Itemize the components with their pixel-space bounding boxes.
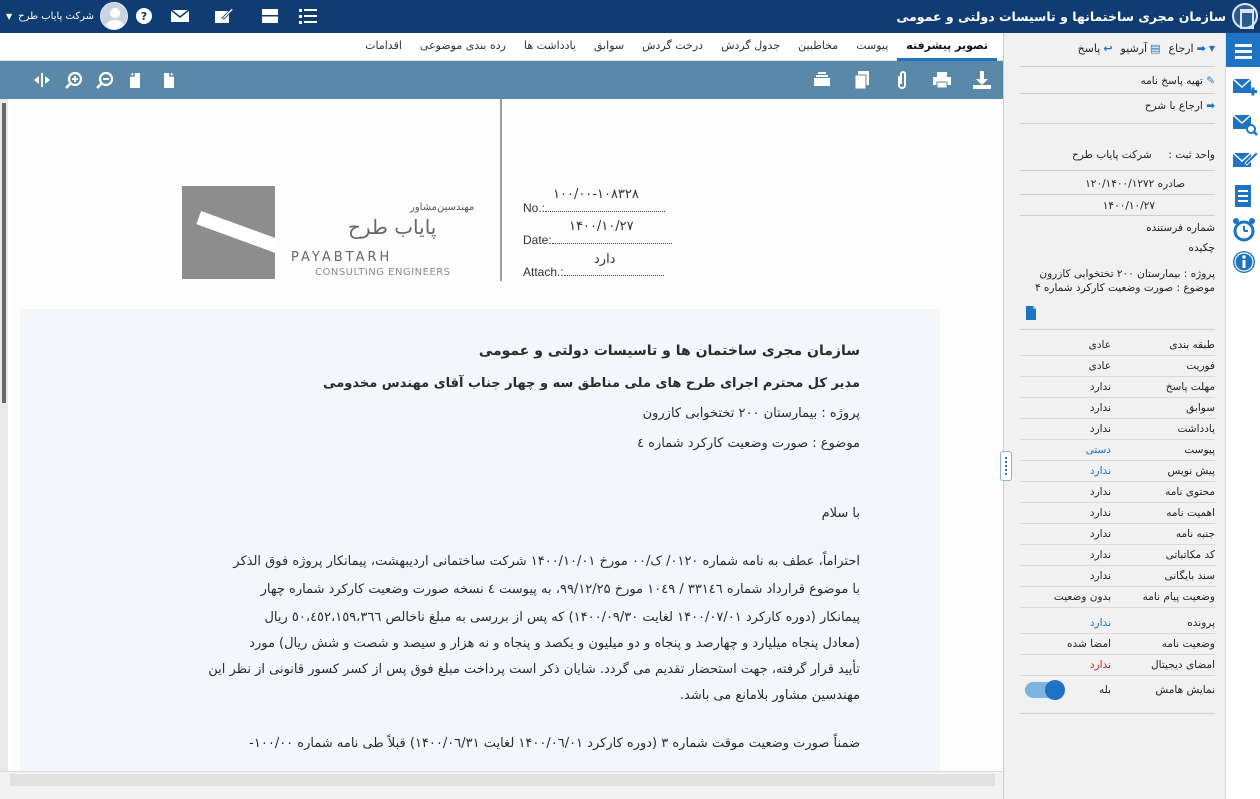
panel-field-value: ندارد: [1089, 570, 1111, 582]
panel-field-value: ندارد: [1089, 381, 1111, 393]
letter-date-label: Date:: [523, 233, 552, 247]
panel-field-label: مهلت پاسخ: [1165, 381, 1215, 393]
refer-button[interactable]: ▼ ➡ ارجاع: [1168, 42, 1215, 55]
organization-logo-icon: [1232, 3, 1258, 29]
field-digital-signature: امضای دیجیتال ندارد: [1020, 655, 1215, 676]
panel-field-value: عادی: [1088, 339, 1111, 351]
panel-field-value: ندارد: [1089, 423, 1111, 435]
panel-field-row: [1020, 335, 1215, 356]
letter-attach-value: دارد: [594, 252, 616, 267]
abstract-line-2: موضوع : صورت وضعیت کارکرد شماره ۴: [1034, 282, 1215, 294]
user-name[interactable]: شرکت پایاب طرح: [18, 10, 94, 22]
caret-down-icon: ▼: [1208, 44, 1215, 53]
side-icon-strip: [1225, 33, 1260, 799]
search-letter-icon[interactable]: [1229, 109, 1259, 139]
panel-field-value: عادی: [1088, 360, 1111, 372]
download-icon[interactable]: [972, 70, 992, 90]
edit-letter-icon[interactable]: [1229, 145, 1259, 175]
field-letter-status: وضعیت نامه امضا شده: [1020, 634, 1215, 655]
list-icon[interactable]: [298, 7, 318, 25]
scanned-letter: [12, 99, 1000, 771]
refer-arrow-icon: ➡: [1196, 42, 1206, 55]
refer-with-description-link[interactable]: ➡ ارجاع با شرح: [1144, 100, 1215, 112]
tab-flow-table[interactable]: جدول گردش: [721, 39, 781, 52]
letter-greeting: با سلام: [821, 506, 860, 521]
letter-subject: موضوع : صورت وضعیت کارکرد شماره ٤: [637, 436, 860, 451]
document-icon[interactable]: [1024, 305, 1038, 321]
panel-field-row: [1020, 503, 1215, 524]
viewer-status-bar: [0, 771, 1003, 799]
letter-body-line-4: (معادل پنجاه میلیارد و چهارصد و پنجاه و دو میلیون و یکصد و پنجاه و نه هزار و سیصد و شصت و شش ریال) مورد: [249, 636, 860, 651]
letter-body-line-2: با موضوع قرارداد شماره ۳۳۱٤٦ / ۱۰٤۹ مورخ ۹۹/۱۲/۲۵، به پیوست ٤ نسخه صورت وضعیت کارکرد شماره چهار: [260, 582, 860, 597]
letter-project: پروژه : بیمارستان ۲۰۰ تختخوابی کازرون: [642, 406, 860, 421]
zoom-in-icon[interactable]: [64, 70, 84, 90]
panel-field-label: اهمیت نامه: [1166, 507, 1215, 519]
tab-actions[interactable]: اقدامات: [365, 39, 402, 52]
letter-number-value: ۱۰۰/۰۰-۱۰۸۳۲۸: [553, 187, 639, 202]
fit-width-icon[interactable]: [32, 70, 52, 90]
letter-date-line: [523, 232, 672, 247]
sender-number-label: شماره فرستنده: [1146, 222, 1215, 234]
panel-field-row: [1020, 566, 1215, 587]
letter-body-line-6: مهندسین مشاور بلامانع می باشد.: [679, 688, 860, 703]
tab-notes[interactable]: یادداشت ها: [523, 39, 576, 52]
letter-number-label: No.:: [523, 201, 546, 215]
reply-button[interactable]: ↩ پاسخ: [1077, 42, 1113, 55]
panel-field-label: وضعیت پیام نامه: [1142, 591, 1215, 603]
attachment-icon[interactable]: [892, 70, 912, 90]
panel-field-value: ندارد: [1089, 402, 1111, 414]
mail-icon[interactable]: [170, 7, 190, 25]
panel-field-value: ندارد: [1089, 486, 1111, 498]
inbox-icon[interactable]: [260, 7, 280, 25]
help-icon[interactable]: [134, 7, 154, 25]
copy-icon[interactable]: [852, 70, 872, 90]
archive-list-icon[interactable]: [1229, 181, 1259, 211]
field-file: پرونده ندارد: [1020, 613, 1215, 634]
prepare-reply-link[interactable]: ✎ تهیه پاسخ نامه: [1140, 75, 1215, 87]
panel-field-value: ندارد: [1089, 507, 1111, 519]
rotate-left-icon[interactable]: [126, 70, 146, 90]
tab-bar: [0, 33, 1003, 61]
document-viewer[interactable]: [0, 99, 1003, 799]
avatar[interactable]: [100, 2, 128, 30]
chevron-down-icon[interactable]: ▼: [6, 11, 13, 21]
panel-field-value[interactable]: ندارد: [1089, 465, 1111, 477]
tab-flow-tree[interactable]: درخت گردش: [642, 39, 704, 52]
panel-actions: [1078, 42, 1215, 55]
letter-recipient-1: سازمان مجری ساختمان ها و تاسیسات دولتی و عمومی: [478, 343, 860, 359]
stack-icon[interactable]: [812, 70, 832, 90]
letter-recipient-2: مدیر کل محترم اجرای طرح های ملی مناطق سه و چهار جناب آقای مهندس مخدومی: [323, 376, 860, 391]
panel-field-label: پیش نویس: [1167, 465, 1215, 477]
reply-arrow-icon: ↩: [1103, 42, 1113, 55]
logo-subtitle-fa: مهندسین‌مشاور: [410, 202, 475, 213]
field-show-margin: نمایش هامش بله: [1020, 676, 1215, 704]
tab-recipients[interactable]: مخاطبین: [798, 39, 839, 52]
logo-title-en: PAYABTARH: [291, 250, 393, 265]
letter-date-value: ۱۴۰۰/۱۰/۲۷: [569, 219, 634, 234]
panel-field-row: [1020, 377, 1215, 398]
vertical-scrollbar[interactable]: [0, 99, 8, 789]
archive-icon: ▤: [1150, 42, 1161, 55]
logo-subtitle-en: CONSULTING ENGINEERS: [315, 267, 451, 278]
panel-field-row: [1020, 440, 1215, 461]
panel-field-label: پیوست: [1184, 444, 1215, 456]
user-menu[interactable]: [6, 5, 128, 27]
top-bar: [0, 0, 1260, 33]
tab-attachment[interactable]: پیوست: [856, 39, 889, 52]
letter-body-line-3: پیمانکار (دوره کارکرد ۱۴۰۰/۰۷/۰۱ لغایت ۱۴۰۰/۰۹/۳۰) که پس از بررسی به مبلغ ناخالص ٥۰،٤٥۲،۱٥۹،۳٦٦ ریال: [264, 610, 860, 625]
logo-title-fa: پایاب طرح: [348, 215, 437, 239]
letter-number-line: [523, 200, 665, 215]
letter-info-panel: [1003, 33, 1225, 799]
panel-field-label: محتوی نامه: [1165, 486, 1215, 498]
viewer-toolbar: [0, 61, 1003, 99]
panel-resize-handle[interactable]: [1000, 451, 1012, 481]
letter-attach-label: Attach.:: [523, 265, 564, 279]
panel-field-label: سوابق: [1186, 402, 1215, 414]
panel-field-row: [1020, 545, 1215, 566]
app-title: سازمان مجری ساختمانها و تاسیسات دولتی و عمومی: [896, 9, 1226, 24]
company-logo-icon: [182, 186, 275, 279]
panel-field-row: [1020, 356, 1215, 377]
svg-text:?: ?: [140, 10, 148, 23]
panel-field-label: سند بایگانی: [1164, 570, 1215, 582]
abstract-line-1: پروژه : بیمارستان ۲۰۰ تختخوابی کازرون: [1039, 268, 1215, 280]
panel-field-value[interactable]: دستی: [1085, 444, 1111, 456]
panel-field-label: فوریت: [1186, 360, 1215, 372]
panel-field-label: کد مکاتباتی: [1165, 549, 1215, 561]
zoom-out-icon[interactable]: [95, 70, 115, 90]
compose-icon: ✎: [1206, 75, 1215, 87]
print-icon[interactable]: [932, 70, 952, 90]
panel-field-label: یادداشت: [1177, 423, 1215, 435]
abstract-label: چکیده: [1188, 242, 1215, 254]
tab-history[interactable]: سوابق: [593, 39, 625, 52]
letter-body-line-1: احتراماً، عطف به نامه شماره ۰۱۲۰/ ک/۰۰ مورخ ۱۴۰۰/۱۰/۰۱ شرکت ساختمانی اردیبهشت، پیمانکار پروژه فوق الذکر: [233, 554, 860, 569]
panel-field-value: ندارد: [1089, 549, 1111, 561]
registration-unit: واحد ثبت : شرکت پایاب طرح: [1072, 149, 1215, 161]
archive-button[interactable]: ▤ آرشیو: [1120, 42, 1161, 55]
horizontal-scrollbar[interactable]: [10, 774, 995, 786]
panel-field-row: [1020, 461, 1215, 482]
rotate-right-icon[interactable]: [158, 70, 178, 90]
letter-body-line-5: تأیید قرار گرفته، جهت استحضار تقدیم می گردد. شایان ذکر است پرداخت مبلغ فوق پس از کسر کسور قانونی از نظر این: [208, 662, 860, 677]
panel-field-label: جنبه نامه: [1175, 528, 1215, 540]
registration-date: ۱۴۰۰/۱۰/۲۷: [1102, 200, 1155, 212]
alarm-clock-icon[interactable]: [1229, 215, 1259, 245]
compose-icon[interactable]: [214, 7, 234, 25]
letter-footer-line: ضمناً صورت وضعیت موقت شماره ۳ (دوره کارکرد ۱۴۰۰/۰٦/۰۱ لغایت ۱۴۰۰/۰٦/۳۱) قبلاً طی نامه شماره ۱۰۰/۰۰-: [249, 736, 860, 751]
new-letter-icon[interactable]: [1229, 73, 1259, 103]
menu-icon[interactable]: [1226, 33, 1260, 67]
panel-field-row: [1020, 587, 1215, 608]
panel-field-row: [1020, 398, 1215, 419]
refer-arrow-icon: ➡: [1206, 100, 1215, 112]
panel-field-value: بدون وضعیت: [1053, 591, 1111, 603]
panel-field-label: طبقه بندی: [1169, 339, 1215, 351]
tab-classification[interactable]: رده بندی موضوعی: [419, 39, 506, 52]
panel-field-row: [1020, 524, 1215, 545]
panel-field-value: ندارد: [1089, 528, 1111, 540]
issued-number: صادره ۱۲۰/۱۴۰۰/۱۲۷۲: [1085, 178, 1185, 190]
panel-field-row: [1020, 482, 1215, 503]
show-margin-toggle[interactable]: [1025, 682, 1061, 698]
tab-advanced-image[interactable]: تصویر پیشرفته: [897, 33, 997, 61]
info-icon[interactable]: [1229, 247, 1259, 277]
panel-field-row: [1020, 419, 1215, 440]
